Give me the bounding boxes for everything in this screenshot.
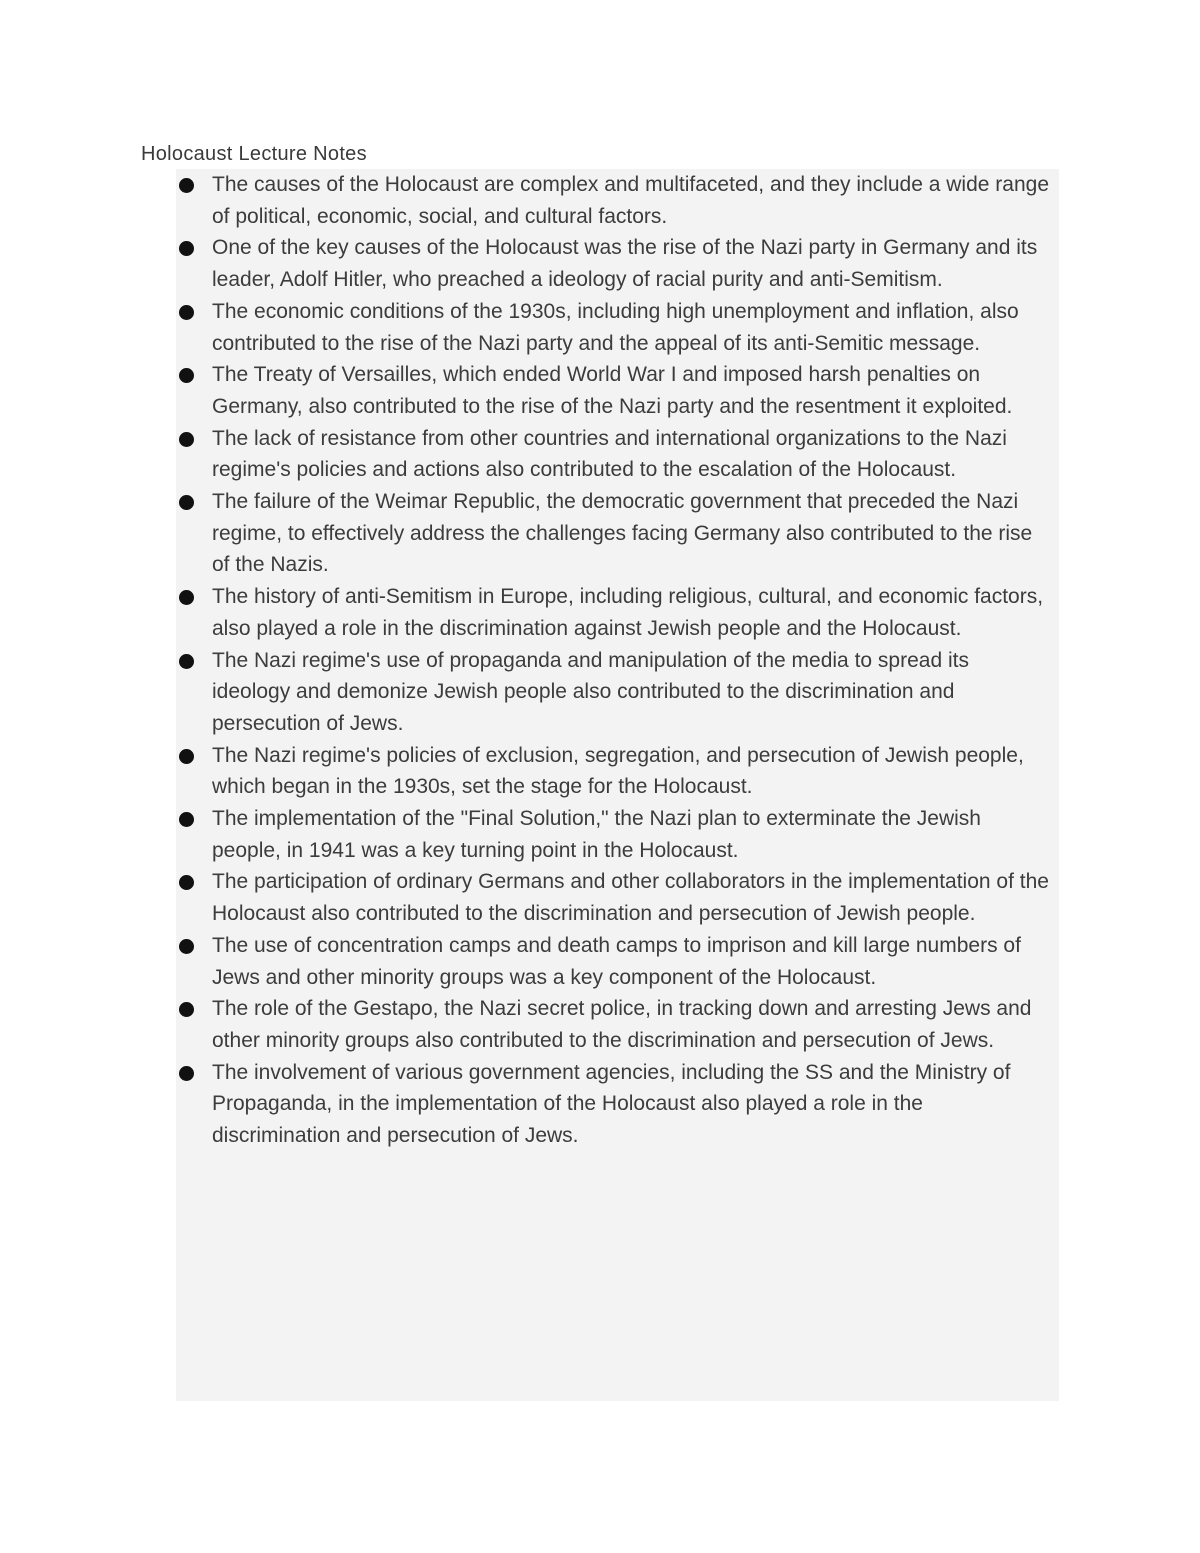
bullet-icon (179, 178, 194, 193)
note-text: The participation of ordinary Germans and other collaborators in the implementation of the Holocaust also contributed to the discrimination and persecution of Jewish people. (212, 870, 1049, 926)
note-list-item (176, 296, 1059, 359)
note-text: The Treaty of Versailles, which ended World War I and imposed harsh penalties on Germany, also contributed to the rise of the Nazi party and the resentment it exploited. (212, 363, 1013, 418)
note-text: The economic conditions of the 1930s, including high unemployment and inflation, also contributed to the rise of the Nazi party and the appeal of its anti-Semitic message. (212, 299, 1019, 355)
bullet-icon (179, 305, 194, 320)
note-list-item (176, 645, 1059, 740)
bullet-icon (179, 495, 194, 510)
note-list-item (176, 866, 1059, 929)
note-list-item (176, 930, 1059, 993)
note-list-item (176, 423, 1059, 486)
note-list-item (176, 1057, 1059, 1152)
note-text: The history of anti-Semitism in Europe, including religious, cultural, and economic factors, also played a role in the discrimination against Jewish people and the Holocaust. (212, 585, 1044, 640)
bullet-icon (179, 812, 194, 827)
note-text: The role of the Gestapo, the Nazi secret police, in tracking down and arresting Jews and other minority groups also contributed to the discrimination and persecution of Jews. (212, 997, 1032, 1052)
note-text: The involvement of various government agencies, including the SS and the Ministry of Propaganda, in the implementation of the Holocaust also played a role in the discrimination and persecution of Jews. (212, 1060, 1011, 1148)
note-text: The implementation of the "Final Solution," the Nazi plan to exterminate the Jewish people, in 1941 was a key turning point in the Holocaust. (212, 807, 981, 862)
note-text: The failure of the Weimar Republic, the democratic government that preceded the Nazi regime, to effectively address the challenges facing Germany also contributed to the rise of the Nazis. (212, 490, 1033, 577)
note-list-item (176, 993, 1059, 1056)
note-list-item (176, 740, 1059, 803)
bullet-icon (179, 590, 194, 605)
note-list-item (176, 232, 1059, 295)
bullet-icon (179, 1066, 194, 1081)
note-text: The causes of the Holocaust are complex and multifaceted, and they include a wide range of political, economic, social, and cultural factors. (212, 173, 1049, 228)
bullet-icon (179, 241, 194, 256)
note-text: The lack of resistance from other countries and international organizations to the Nazi regime's policies and actions also contributed to the escalation of the Holocaust. (212, 426, 1007, 482)
bullet-icon (179, 654, 194, 669)
document-title: Holocaust Lecture Notes (141, 143, 367, 165)
note-text: The use of concentration camps and death camps to imprison and kill large numbers of Jews and other minority groups was a key component of the Holocaust. (212, 933, 1021, 989)
bullet-icon (179, 432, 194, 447)
note-list-item (176, 803, 1059, 866)
notes-block (176, 169, 1059, 1401)
note-text: The Nazi regime's use of propaganda and manipulation of the media to spread its ideology and demonize Jewish people also contributed to the discrimination and persecution of Jews. (212, 648, 969, 735)
bullet-icon (179, 875, 194, 890)
bullet-icon (179, 1002, 194, 1017)
bullet-icon (179, 368, 194, 383)
bullet-icon (179, 749, 194, 764)
note-text: The Nazi regime's policies of exclusion, segregation, and persecution of Jewish people, which began in the 1930s, set the stage for the Holocaust. (212, 743, 1024, 799)
note-list-item (176, 359, 1059, 422)
notes-list (176, 169, 1059, 1152)
note-text: One of the key causes of the Holocaust was the rise of the Nazi party in Germany and its leader, Adolf Hitler, who preached a ideology of racial purity and anti-Semitism. (212, 236, 1038, 292)
note-list-item (176, 486, 1059, 581)
note-list-item (176, 169, 1059, 232)
note-list-item (176, 581, 1059, 644)
bullet-icon (179, 939, 194, 954)
